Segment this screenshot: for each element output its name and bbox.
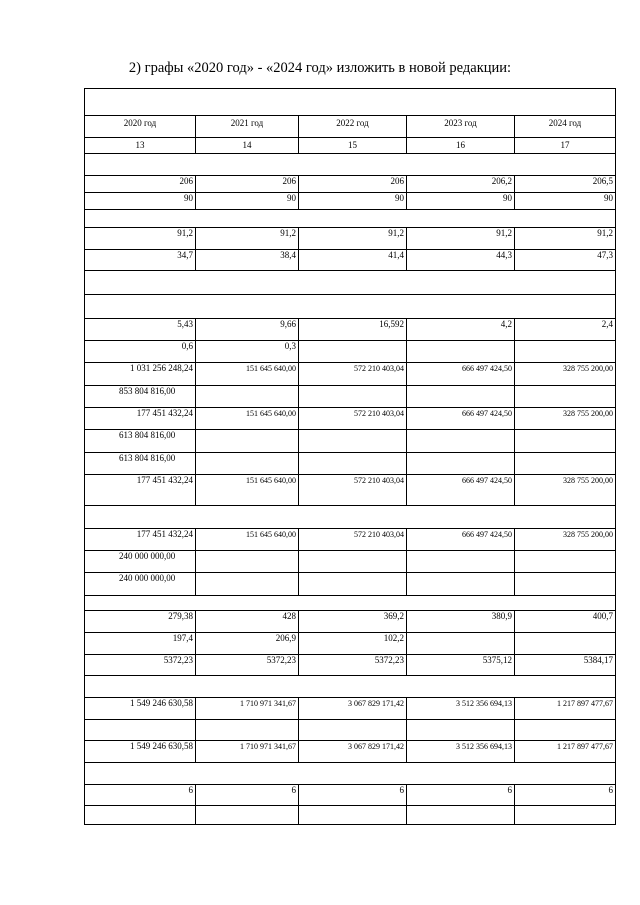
table-cell: 1 710 971 341,67 xyxy=(196,698,299,720)
table-cell: 34,7 xyxy=(85,250,196,271)
table-cell xyxy=(515,573,616,596)
table-cell xyxy=(196,386,299,408)
table-row xyxy=(85,741,616,763)
table-cell: 90 xyxy=(196,193,299,210)
table-cell: 853 804 816,00 xyxy=(85,386,196,408)
table-cell: 400,7 xyxy=(515,611,616,633)
table-cell: 328 755 200,00 xyxy=(515,475,616,506)
table-cell xyxy=(515,341,616,363)
table-row xyxy=(85,250,616,271)
table-cell: 1 710 971 341,67 xyxy=(196,741,299,763)
table-cell: 328 755 200,00 xyxy=(515,529,616,551)
table-row xyxy=(85,453,616,475)
table-cell: 102,2 xyxy=(299,633,407,655)
table-cell xyxy=(407,633,515,655)
table-header-row xyxy=(85,116,616,138)
table-row xyxy=(85,341,616,363)
table-row-blank xyxy=(85,763,616,785)
table-cell: 90 xyxy=(85,193,196,210)
table-cell: 0,6 xyxy=(85,341,196,363)
table-cell: 1 549 246 630,58 xyxy=(85,698,196,720)
table-cell: 151 645 640,00 xyxy=(196,475,299,506)
table-cell: 380,9 xyxy=(407,611,515,633)
table-cell: 666 497 424,50 xyxy=(407,529,515,551)
table-cell: 91,2 xyxy=(407,228,515,250)
column-number-row xyxy=(85,138,616,154)
table-cell xyxy=(407,341,515,363)
table-cell xyxy=(407,551,515,573)
table-row xyxy=(85,551,616,573)
table-cell: 5372,23 xyxy=(85,655,196,676)
table-cell: 206 xyxy=(299,176,407,193)
table-cell: 3 512 356 694,13 xyxy=(407,741,515,763)
table-cell: 328 755 200,00 xyxy=(515,363,616,386)
table-cell xyxy=(299,573,407,596)
column-number: 13 xyxy=(85,138,196,154)
table-cell xyxy=(299,453,407,475)
table-row-blank xyxy=(85,676,616,698)
column-number: 15 xyxy=(299,138,407,154)
table-cell: 666 497 424,50 xyxy=(407,363,515,386)
table-cell: 6 xyxy=(515,785,616,806)
column-header: 2022 год xyxy=(299,116,407,138)
table-cell: 240 000 000,00 xyxy=(85,573,196,596)
table-cell: 0,3 xyxy=(196,341,299,363)
table-row xyxy=(85,655,616,676)
table-cell: 5384,17 xyxy=(515,655,616,676)
table-row-blank xyxy=(85,295,616,319)
table-cell xyxy=(299,551,407,573)
table-cell: 1 217 897 477,67 xyxy=(515,698,616,720)
table-row-blank xyxy=(85,154,616,176)
table-row xyxy=(85,408,616,430)
table-cell xyxy=(407,573,515,596)
table-cell: 1 031 256 248,24 xyxy=(85,363,196,386)
table-cell: 1 549 246 630,58 xyxy=(85,741,196,763)
table-row xyxy=(85,475,616,506)
table-cell: 91,2 xyxy=(299,228,407,250)
table-row xyxy=(85,363,616,386)
table-cell: 41,4 xyxy=(299,250,407,271)
table-cell: 328 755 200,00 xyxy=(515,408,616,430)
table-cell: 90 xyxy=(515,193,616,210)
table-cell: 3 067 829 171,42 xyxy=(299,698,407,720)
table-cell xyxy=(407,430,515,453)
column-header: 2021 год xyxy=(196,116,299,138)
table-cell: 613 804 816,00 xyxy=(85,453,196,475)
table-cell: 206,9 xyxy=(196,633,299,655)
table-cell: 572 210 403,04 xyxy=(299,363,407,386)
table-cell: 572 210 403,04 xyxy=(299,408,407,430)
table-row xyxy=(85,698,616,720)
table-cell: 1 217 897 477,67 xyxy=(515,741,616,763)
table-cell xyxy=(196,430,299,453)
table-cell: 90 xyxy=(407,193,515,210)
page-heading: 2) графы «2020 год» - «2024 год» изложить в новой редакции: xyxy=(128,60,512,76)
table-cell xyxy=(196,453,299,475)
table-cell: 613 804 816,00 xyxy=(85,430,196,453)
table-row xyxy=(85,573,616,596)
table-cell: 6 xyxy=(299,785,407,806)
table-cell: 9,66 xyxy=(196,319,299,341)
table-row-blank xyxy=(85,806,616,825)
table-cell xyxy=(299,341,407,363)
table-cell: 151 645 640,00 xyxy=(196,408,299,430)
table-cell xyxy=(407,453,515,475)
table-row-blank xyxy=(85,210,616,228)
table-row xyxy=(85,611,616,633)
table-row-blank xyxy=(85,506,616,529)
table-cell: 16,592 xyxy=(299,319,407,341)
table-cell: 91,2 xyxy=(85,228,196,250)
table-row xyxy=(85,176,616,193)
table-cell: 3 512 356 694,13 xyxy=(407,698,515,720)
column-header: 2020 год xyxy=(85,116,196,138)
table-cell xyxy=(196,573,299,596)
table-cell: 666 497 424,50 xyxy=(407,408,515,430)
table-cell: 4,2 xyxy=(407,319,515,341)
table-row xyxy=(85,529,616,551)
table-row xyxy=(85,386,616,408)
table-cell xyxy=(515,430,616,453)
table-row xyxy=(85,193,616,210)
table-cell xyxy=(299,386,407,408)
table-cell xyxy=(515,633,616,655)
table-row xyxy=(85,785,616,806)
table-cell: 5372,23 xyxy=(196,655,299,676)
table-cell xyxy=(515,551,616,573)
table-row xyxy=(85,430,616,453)
table-cell: 2,4 xyxy=(515,319,616,341)
table-cell: 5,43 xyxy=(85,319,196,341)
table-cell xyxy=(196,551,299,573)
table-cell: 369,2 xyxy=(299,611,407,633)
table-cell: 3 067 829 171,42 xyxy=(299,741,407,763)
table-cell: 177 451 432,24 xyxy=(85,529,196,551)
table-row-blank xyxy=(85,271,616,295)
table-row-blank xyxy=(85,596,616,611)
table-cell: 177 451 432,24 xyxy=(85,475,196,506)
table-cell: 6 xyxy=(85,785,196,806)
table-cell: 197,4 xyxy=(85,633,196,655)
table-cell: 666 497 424,50 xyxy=(407,475,515,506)
column-header: 2023 год xyxy=(407,116,515,138)
column-number: 16 xyxy=(407,138,515,154)
table-cell: 151 645 640,00 xyxy=(196,529,299,551)
table-row-blank xyxy=(85,720,616,741)
table-cell: 5372,23 xyxy=(299,655,407,676)
table-cell: 6 xyxy=(407,785,515,806)
table-cell: 572 210 403,04 xyxy=(299,475,407,506)
table-cell: 206 xyxy=(85,176,196,193)
column-header: 2024 год xyxy=(515,116,616,138)
table-cell: 572 210 403,04 xyxy=(299,529,407,551)
column-number: 14 xyxy=(196,138,299,154)
table-cell: 90 xyxy=(299,193,407,210)
table-cell xyxy=(515,386,616,408)
table-cell: 91,2 xyxy=(515,228,616,250)
table-row xyxy=(85,228,616,250)
column-number: 17 xyxy=(515,138,616,154)
table-cell: 428 xyxy=(196,611,299,633)
table-cell xyxy=(407,386,515,408)
table-row xyxy=(85,319,616,341)
table-cell: 177 451 432,24 xyxy=(85,408,196,430)
table-cell: 206 xyxy=(196,176,299,193)
table-row-blank xyxy=(85,89,616,116)
table-cell: 240 000 000,00 xyxy=(85,551,196,573)
table-cell: 38,4 xyxy=(196,250,299,271)
table-cell: 151 645 640,00 xyxy=(196,363,299,386)
table-cell: 206,2 xyxy=(407,176,515,193)
data-table xyxy=(84,88,616,825)
table-cell: 206,5 xyxy=(515,176,616,193)
table-row xyxy=(85,633,616,655)
table-cell: 279,38 xyxy=(85,611,196,633)
table-cell xyxy=(299,430,407,453)
table-cell: 6 xyxy=(196,785,299,806)
table-cell: 44,3 xyxy=(407,250,515,271)
table-cell: 5375,12 xyxy=(407,655,515,676)
table-cell: 47,3 xyxy=(515,250,616,271)
table-cell: 91,2 xyxy=(196,228,299,250)
table-cell xyxy=(515,453,616,475)
